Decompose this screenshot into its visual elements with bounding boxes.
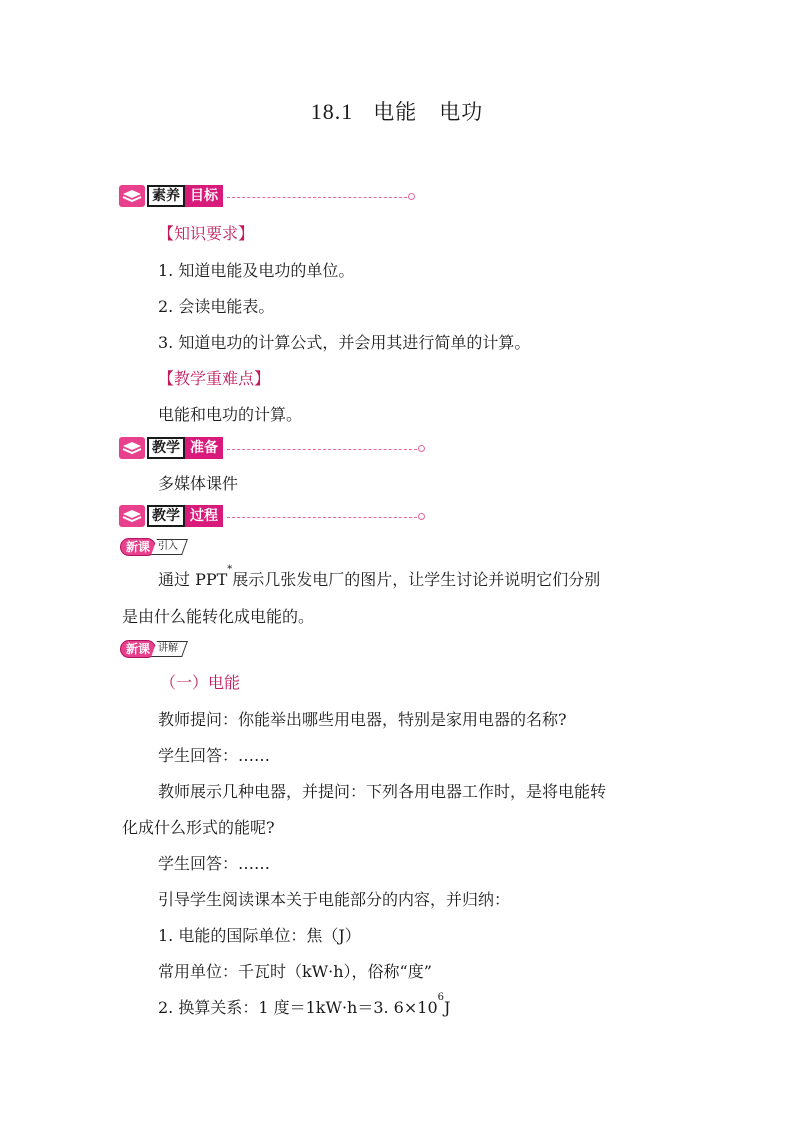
banner-left-label: 教学 xyxy=(147,505,185,527)
lecture-p6: 1. 电能的国际单位：焦（J） xyxy=(158,926,361,945)
banner-left-label: 教学 xyxy=(147,437,185,459)
tag-lecture xyxy=(120,640,185,658)
intro-line-2: 是由什么能转化成电能的。 xyxy=(122,607,315,626)
knowledge-item-1: 1. 知道电能及电功的单位。 xyxy=(158,261,355,280)
lecture-subheading: （一）电能 xyxy=(160,673,241,692)
lecture-p3a: 教师展示几种电器，并提问：下列各用电器工作时，是将电能转 xyxy=(158,782,607,801)
lecture-p8: 2. 换算关系：1 度＝1kW·h＝3. $6\times 10^6J$ xyxy=(158,992,451,1017)
tag-intro-right: 引入 xyxy=(158,541,179,552)
book-stack-icon xyxy=(119,505,145,527)
prep-text: 多媒体课件 xyxy=(158,474,239,493)
banner-divider xyxy=(227,197,407,198)
section-banner-process xyxy=(119,504,425,528)
lecture-p5: 引导学生阅读课本关于电能部分的内容，并归纳： xyxy=(158,890,511,909)
tag-intro-left: 新课 xyxy=(120,538,156,556)
page-title xyxy=(0,96,794,126)
knowledge-item-2: 2. 会读电能表。 xyxy=(158,297,275,316)
banner-right-label: 目标 xyxy=(185,185,223,207)
tag-lecture-left: 新课 xyxy=(120,640,156,658)
banner-right-label: 过程 xyxy=(185,505,223,527)
title-part1: 电能 xyxy=(373,100,418,124)
key-points-heading: 【教学重难点】 xyxy=(158,369,271,388)
book-stack-icon xyxy=(119,437,145,459)
title-number: 18.1 xyxy=(310,99,354,124)
tag-intro xyxy=(120,538,185,556)
banner-left-label: 素养 xyxy=(147,185,185,207)
knowledge-heading: 【知识要求】 xyxy=(158,224,255,243)
lecture-p7: 常用单位：千瓦时（kW·h），俗称“度” xyxy=(158,962,432,981)
key-points-text: 电能和电功的计算。 xyxy=(158,405,303,424)
book-stack-icon xyxy=(119,185,145,207)
intro-line-1: 通过 PPT*展示几张发电厂的图片，让学生讨论并说明它们分别 xyxy=(158,564,601,589)
lecture-p2: 学生回答：…… xyxy=(158,746,271,765)
lecture-p1: 教师提问：你能举出哪些用电器，特别是家用电器的名称? xyxy=(158,710,567,729)
banner-divider xyxy=(227,517,417,518)
lecture-p4: 学生回答：…… xyxy=(158,854,271,873)
section-banner-goals xyxy=(119,184,415,208)
banner-divider xyxy=(227,449,417,450)
knowledge-item-3: 3. 知道电功的计算公式，并会用其进行简单的计算。 xyxy=(158,333,531,352)
section-banner-prep xyxy=(119,436,425,460)
tag-lecture-right: 讲解 xyxy=(158,643,179,654)
lecture-p3b: 化成什么形式的能呢? xyxy=(122,818,275,837)
title-part2: 电功 xyxy=(439,100,484,124)
banner-right-label: 准备 xyxy=(185,437,223,459)
